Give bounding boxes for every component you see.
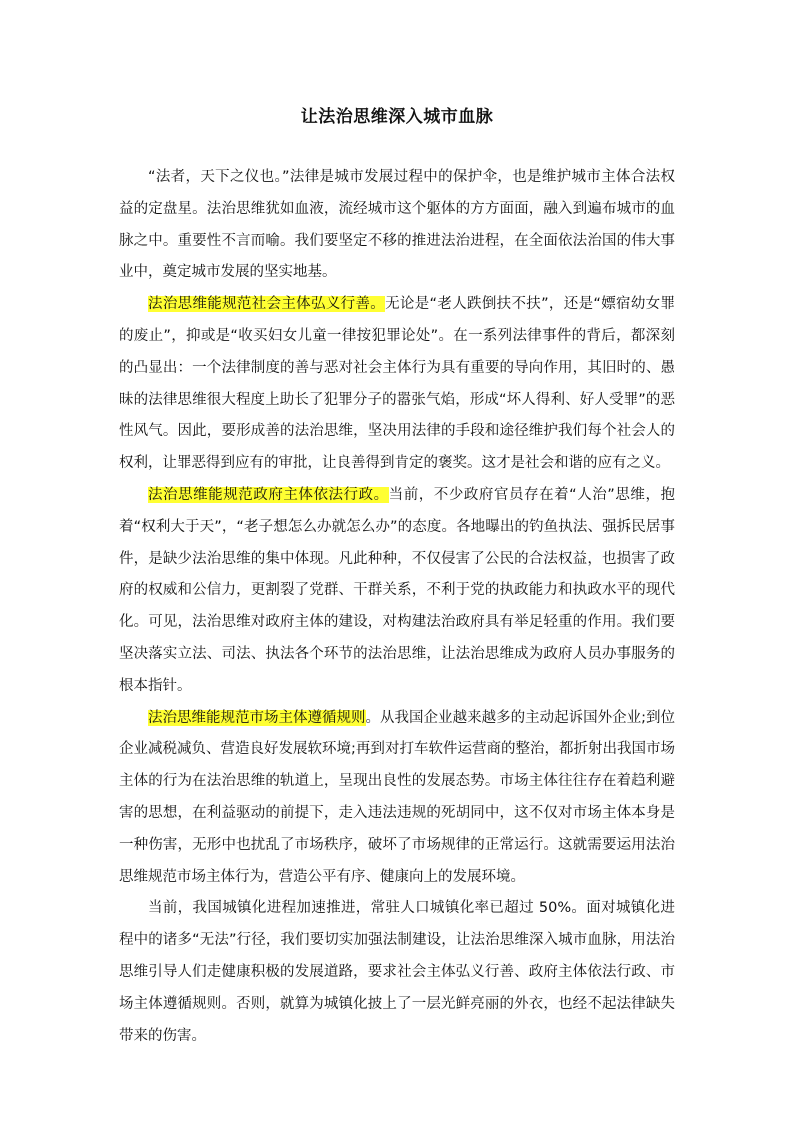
paragraph-text: 。从我国企业越来越多的主动起诉国外企业;到位企业减税减负、营造良好发展软环境;再到对打车软件运营商的整治，都折射出我国市场主体的行为在法治思维的轨道上，呈现出良性的发展态势。市场主体往往存在着趋利避害的思想，在利益驱动的前提下，走入违法违规的死胡同中，这不仅对市场主体本身是一种伤害，无形中也扰乱了市场秩序，破坏了市场规律的正常运行。这就需要运用法治思维规范市场主体行为，营造公平有序、健康向上的发展环境。 bbox=[119, 709, 675, 885]
highlighted-topic-sentence: 法治思维能规范社会主体弘义行善。 bbox=[148, 296, 386, 313]
paragraph-conclusion bbox=[119, 893, 675, 1052]
highlighted-topic-sentence: 法治思维能规范政府主体依法行政。 bbox=[148, 486, 389, 503]
document-page bbox=[119, 102, 675, 1052]
paragraph-intro bbox=[119, 162, 675, 289]
page-title: 让法治思维深入城市血脉 bbox=[300, 107, 494, 127]
paragraph-text: 当前，不少政府官员存在着“人治”思维，抱着“权利大于天”，“老子想怎么办就怎么办”的态度。各地曝出的钓鱼执法、强拆民居事件，是缺少法治思维的集中体现。凡此种种，不仅侵害了公民的合法权益，也损害了政府的权威和公信力，更割裂了党群、干群关系，不利于党的执政能力和执政水平的现代化。可见，法治思维对政府主体的建设，对构建法治政府具有举足轻重的作用。我们要坚决落实立法、司法、执法各个环节的法治思维，让法治思维成为政府人员办事服务的根本指针。 bbox=[119, 486, 675, 694]
paragraph-government-subject bbox=[119, 480, 675, 703]
paragraph-social-subject bbox=[119, 289, 675, 480]
paragraph-text: 当前，我国城镇化进程加速推进，常驻人口城镇化率已超过 50%。面对城镇化进程中的诸多“无法”行径，我们要切实加强法制建设，让法治思维深入城市血脉，用法治思维引导人们走健康积极的发展道路，要求社会主体弘义行善、政府主体依法行政、市场主体遵循规则。否则，就算为城镇化披上了一层光鲜亮丽的外衣，也经不起法律缺失带来的伤害。 bbox=[119, 900, 675, 1044]
paragraph-text: “法者，天下之仪也。”法律是城市发展过程中的保护伞，也是维护城市主体合法权益的定盘星。法治思维犹如血液，流经城市这个躯体的方方面面，融入到遍布城市的血脉之中。重要性不言而喻。我们要坚定不移的推进法治进程，在全面依法治国的伟大事业中，奠定城市发展的坚实地基。 bbox=[119, 169, 675, 281]
paragraph-market-subject bbox=[119, 703, 675, 894]
paragraph-text: 无论是“老人跌倒扶不扶”，还是“嫖宿幼女罪的废止”，抑或是“收买妇女儿童一律按犯罪论处”。在一系列法律事件的背后，都深刻的凸显出：一个法律制度的善与恶对社会主体行为具有重要的导向作用，其旧时的、愚昧的法律思维很大程度上助长了犯罪分子的嚣张气焰，形成“坏人得利、好人受罪”的恶性风气。因此，要形成善的法治思维，坚决用法律的手段和途径维护我们每个社会人的权利，让罪恶得到应有的审批，让良善得到肯定的褒奖。这才是社会和谐的应有之义。 bbox=[119, 296, 675, 472]
highlighted-topic-sentence: 法治思维能规范市场主体遵循规则 bbox=[148, 709, 366, 726]
